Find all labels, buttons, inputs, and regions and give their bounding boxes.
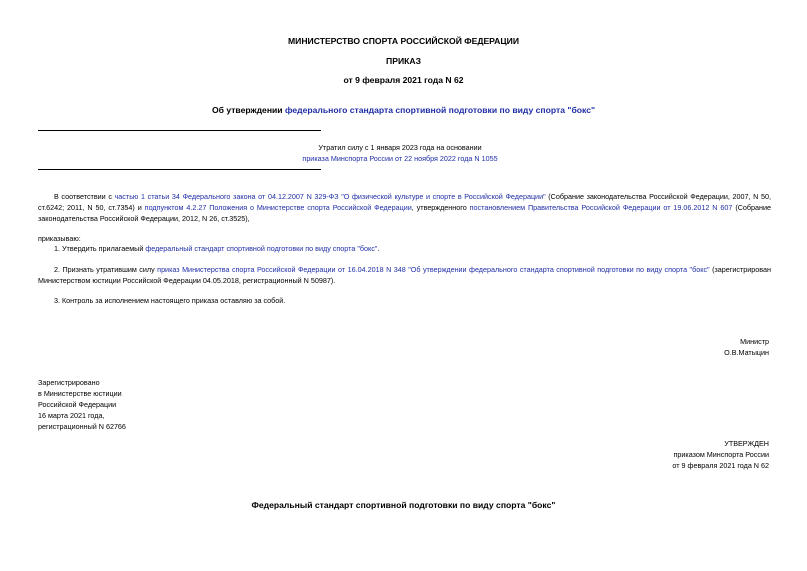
preamble-text-3: , утвержденного [411, 203, 470, 212]
item-2-text: 2. Признать утратившим силу [54, 265, 158, 274]
status-note [240, 142, 560, 164]
registration-line-5: регистрационный N 62766 [38, 422, 126, 431]
regulation-subclause-link[interactable]: подпунктом 4.2.27 Положения о Министерстве спорта Российской Федерации [144, 203, 412, 212]
item-2-end: (зарегистрирован Министерством юстиции Российской Федерации 04.05.2018, регистрационный N 50987). [38, 265, 771, 285]
ministry-heading: МИНИСТЕРСТВО СПОРТА РОССИЙСКОЙ ФЕДЕРАЦИИ [287, 36, 519, 46]
preamble-paragraph [38, 191, 771, 224]
status-line: Утратил силу с 1 января 2023 года на основании [318, 143, 482, 152]
approval-line-1: УТВЕРЖДЕН [724, 439, 769, 448]
status-repeal-link[interactable]: приказа Минспорта России от 22 ноября 2022 года N 1055 [302, 154, 498, 163]
item-3: 3. Контроль за исполнением настоящего приказа оставляю за собой. [54, 296, 286, 305]
preamble-text-1: В соответствии с [54, 192, 115, 201]
item-1-end: . [377, 244, 380, 253]
preamble-text-2: (Собрание законодательства Российской Федерации, 2007, N 50, ст.6242; 2011, N 50, ст.7354) и [38, 192, 771, 212]
divider-bottom [38, 169, 321, 170]
item-1 [54, 243, 379, 254]
item-1-standard-link[interactable]: федеральный стандарт спортивной подготовки по виду спорта "бокс" [145, 244, 378, 253]
order-word: приказываю: [38, 234, 81, 243]
registration-line-2: в Министерстве юстиции [38, 389, 122, 398]
approval-line-3: от 9 февраля 2021 года N 62 [672, 461, 769, 470]
government-decree-link[interactable]: постановлением Правительства Российской Федерации от 19.06.2012 N 607 [469, 203, 733, 212]
signature-role: Министр [740, 337, 769, 346]
item-2 [38, 264, 771, 286]
annex-title: Федеральный стандарт спортивной подготовки по виду спорта "бокс" [251, 500, 556, 510]
doc-date-number: от 9 февраля 2021 года N 62 [343, 75, 464, 85]
registration-line-4: 16 марта 2021 года, [38, 411, 105, 420]
preamble-text-4: (Собрание законодательства Российской Федерации, 2012, N 26, ст.3525), [38, 203, 772, 223]
title-prefix: Об утверждении [211, 105, 285, 115]
law-329-link[interactable]: частью 1 статьи 34 Федерального закона от 04.12.2007 N 329-ФЗ "О физической культуре и спорте в Российской Федерации" [114, 192, 546, 201]
registration-line-1: Зарегистрировано [38, 378, 100, 387]
registration-block [38, 377, 126, 432]
divider-top [38, 130, 321, 131]
doc-type-heading: ПРИКАЗ [386, 56, 421, 66]
signature-name: О.В.Матыцин [724, 348, 769, 357]
item-1-text: 1. Утвердить прилагаемый [54, 244, 146, 253]
item-2-order-link[interactable]: приказ Министерства спорта Российской Федерации от 16.04.2018 N 348 "Об утверждении федерального стандарта спортивной подготовки по виду спорта "бокс" [157, 265, 710, 274]
approval-line-2: приказом Минспорта России [673, 450, 769, 459]
title-standard-link[interactable]: федерального стандарта спортивной подготовки по виду спорта "бокс" [284, 105, 596, 115]
registration-line-3: Российской Федерации [38, 400, 117, 409]
approval-block [672, 438, 769, 471]
document-title [0, 105, 807, 115]
signature-block [724, 336, 769, 358]
